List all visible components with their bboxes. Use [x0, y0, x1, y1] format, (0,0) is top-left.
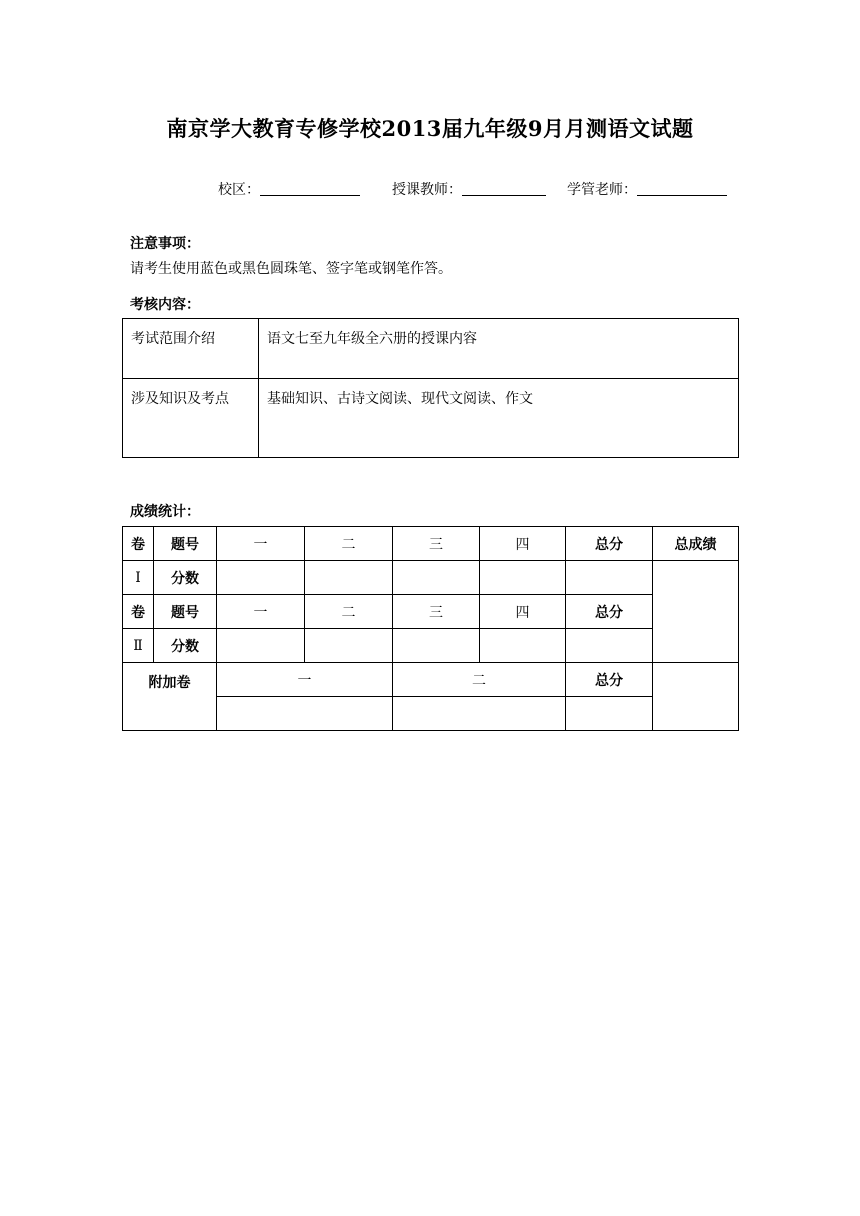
vol1-numeral: Ⅰ — [123, 561, 154, 595]
extra-q1: 一 — [217, 663, 393, 697]
vol1-q3: 三 — [393, 527, 480, 561]
vol2-score-cell[interactable] — [393, 629, 480, 663]
score-heading: 成绩统计： — [130, 504, 200, 520]
scope-value: 语文七至九年级全六册的授课内容 — [259, 319, 739, 379]
notes-text: 请考生使用蓝色或黑色圆珠笔、签字笔或钢笔作答。 — [130, 261, 452, 277]
manager-field — [567, 179, 727, 199]
vol2-q3: 三 — [393, 595, 480, 629]
table-row — [123, 319, 739, 379]
vol2-points-label: 分数 — [154, 629, 217, 663]
topics-value: 基础知识、古诗文阅读、现代文阅读、作文 — [259, 379, 739, 458]
topics-label: 涉及知识及考点 — [123, 379, 259, 458]
grand-total-cell[interactable] — [653, 561, 739, 663]
vol1-question-no: 题号 — [154, 527, 217, 561]
table-row — [123, 379, 739, 458]
extra-subtotal: 总分 — [566, 663, 653, 697]
vol2-score-cell[interactable] — [480, 629, 566, 663]
teacher-label: 授课教师： — [392, 182, 462, 198]
table-row — [123, 629, 739, 663]
manager-blank[interactable] — [637, 181, 727, 196]
grand-total-header: 总成绩 — [653, 527, 739, 561]
campus-field — [218, 179, 360, 199]
vol1-score-cell[interactable] — [480, 561, 566, 595]
table-row — [123, 663, 739, 697]
notes-heading: 注意事项： — [130, 236, 200, 252]
vol2-q2: 二 — [305, 595, 393, 629]
campus-blank[interactable] — [260, 181, 360, 196]
vol1-subtotal: 总分 — [566, 527, 653, 561]
vol1-score-cell[interactable] — [393, 561, 480, 595]
teacher-blank[interactable] — [462, 181, 546, 196]
vol1-points-label: 分数 — [154, 561, 217, 595]
table-row — [123, 527, 739, 561]
vol2-score-cell[interactable] — [305, 629, 393, 663]
assessment-table — [122, 318, 739, 458]
extra-label: 附加卷 — [123, 663, 217, 731]
vol2-numeral: Ⅱ — [123, 629, 154, 663]
extra-total-cell[interactable] — [653, 663, 739, 731]
extra-score-cell[interactable] — [566, 697, 653, 731]
vol2-subtotal: 总分 — [566, 595, 653, 629]
extra-score-cell[interactable] — [217, 697, 393, 731]
vol1-q1: 一 — [217, 527, 305, 561]
vol1-score-cell[interactable] — [305, 561, 393, 595]
vol1-score-cell[interactable] — [566, 561, 653, 595]
vol2-question-no: 题号 — [154, 595, 217, 629]
extra-score-cell[interactable] — [393, 697, 566, 731]
score-table — [122, 526, 739, 731]
vol2-score-cell[interactable] — [217, 629, 305, 663]
vol2-q4: 四 — [480, 595, 566, 629]
manager-label: 学管老师： — [567, 182, 637, 198]
table-row — [123, 561, 739, 595]
vol2-char: 卷 — [123, 595, 154, 629]
vol1-q4: 四 — [480, 527, 566, 561]
vol1-q2: 二 — [305, 527, 393, 561]
vol2-score-cell[interactable] — [566, 629, 653, 663]
campus-label: 校区： — [218, 182, 260, 198]
assessment-heading: 考核内容： — [130, 297, 200, 313]
page-title: 南京学大教育专修学校2013届九年级9月月测语文试题 — [166, 116, 694, 141]
vol1-char: 卷 — [123, 527, 154, 561]
table-row — [123, 595, 739, 629]
vol2-q1: 一 — [217, 595, 305, 629]
extra-q2: 二 — [393, 663, 566, 697]
vol1-score-cell[interactable] — [217, 561, 305, 595]
scope-label: 考试范围介绍 — [123, 319, 259, 379]
teacher-field — [392, 179, 546, 199]
